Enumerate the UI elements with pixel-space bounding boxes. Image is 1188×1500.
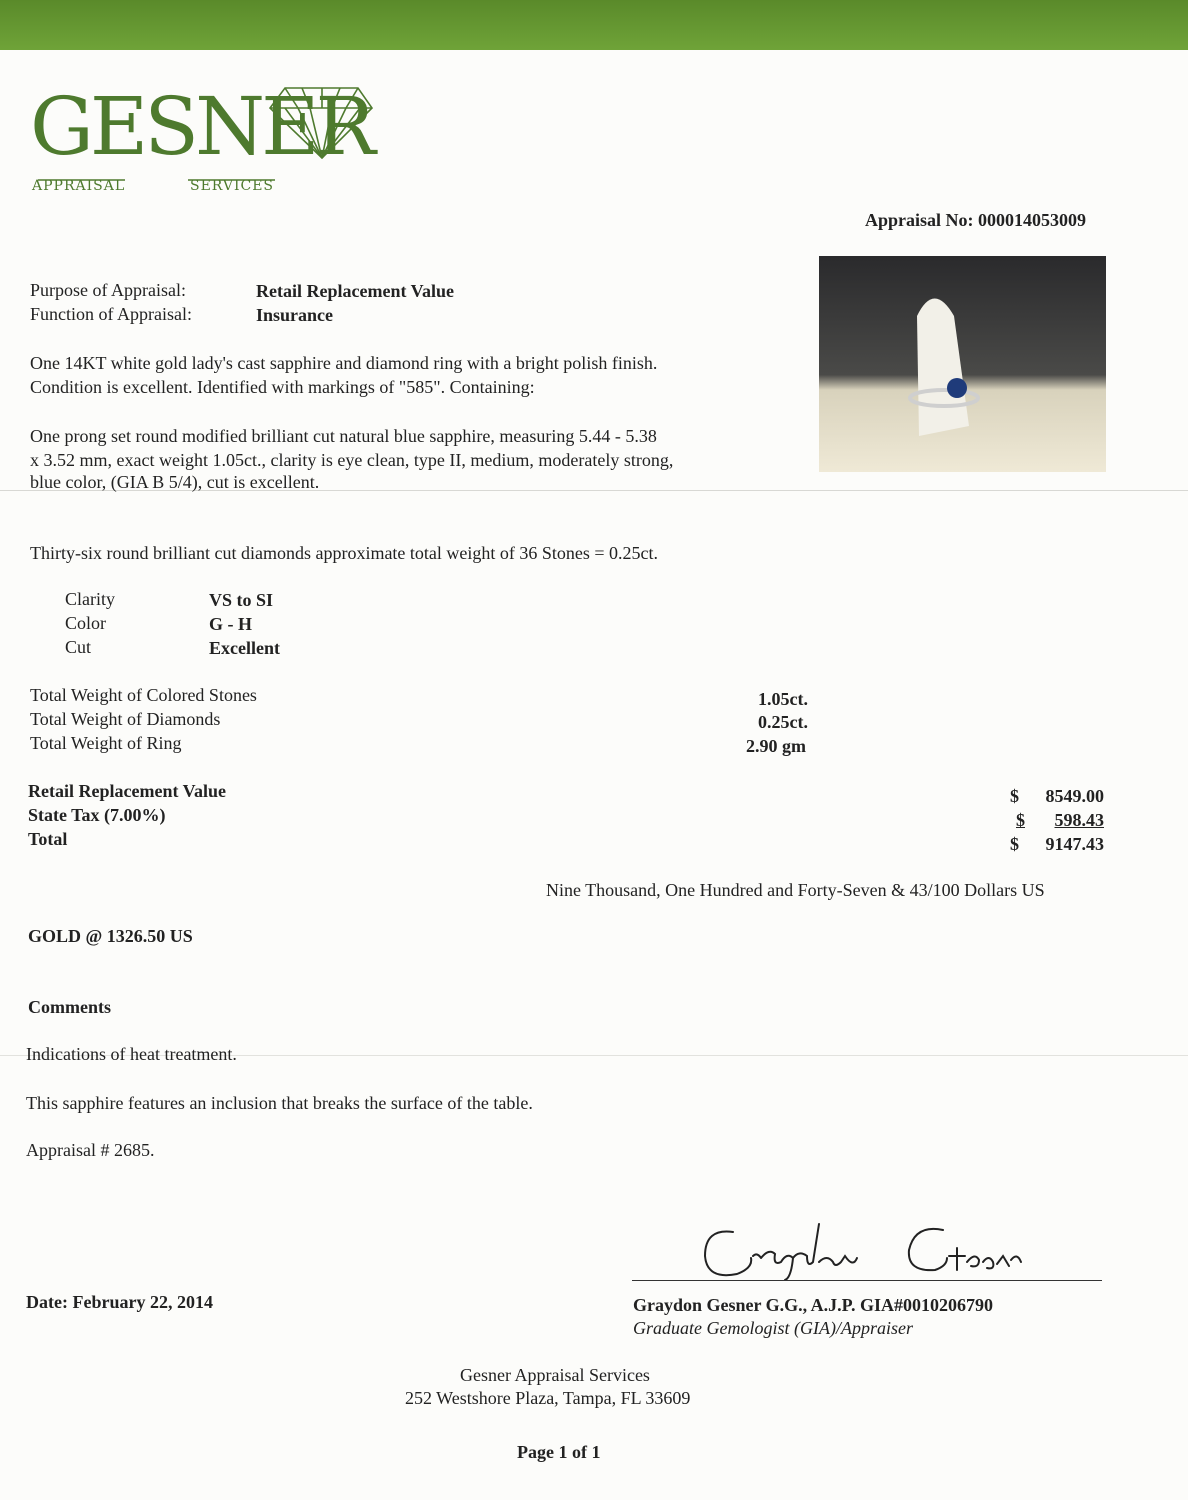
company-logo [30,80,380,200]
gold-price: GOLD @ 1326.50 US [28,926,193,946]
grade-value: VS to SI [209,590,274,610]
diamonds-description: Thirty-six round brilliant cut diamonds approximate total weight of 36 Stones = 0.25ct. [30,543,659,563]
grade-value: G - H [209,614,252,634]
weight-value: 2.90 gm [746,736,806,756]
sapphire-description-line: x 3.52 mm, exact weight 1.05ct., clarity is eye clean, type II, medium, moderately strong, [30,450,674,470]
function-label: Function of Appraisal: [30,304,192,324]
appraisal-number: Appraisal No: 000014053009 [865,210,1087,230]
comment-line: Indications of heat treatment. [26,1044,237,1064]
footer-company: Gesner Appraisal Services [460,1365,650,1385]
retail-amount: 8549.00 [1045,786,1104,806]
amount-in-words: Nine Thousand, One Hundred and Forty-Seven & 43/100 Dollars US [546,880,1045,900]
description-line: Condition is excellent. Identified with markings of "585". Containing: [30,377,535,397]
top-band [0,0,1188,50]
total-label: Total [28,829,68,849]
comment-line: This sapphire features an inclusion that breaks the surface of the table. [26,1093,533,1113]
grade-label: Color [65,613,107,633]
currency-symbol: $ [1010,834,1019,854]
sapphire-description-line: One prong set round modified brilliant cut natural blue sapphire, measuring 5.44 - 5.38 [30,426,657,446]
currency-symbol: $ [1010,786,1019,806]
function-value: Insurance [256,305,334,325]
purpose-value: Retail Replacement Value [256,281,454,301]
total-amount: 9147.43 [1045,834,1104,854]
footer-address: 252 Westshore Plaza, Tampa, FL 33609 [405,1388,691,1408]
grade-value: Excellent [209,638,280,658]
appraisal-date: Date: February 22, 2014 [26,1292,213,1312]
description-line: One 14KT white gold lady's cast sapphire and diamond ring with a bright polish finish. [30,353,658,373]
weight-label: Total Weight of Colored Stones [30,685,257,705]
total-label: State Tax (7.00%) [28,805,166,825]
weight-label: Total Weight of Diamonds [30,709,221,729]
signer-title: Graduate Gemologist (GIA)/Appraiser [633,1318,913,1338]
logo-sub-right: SERVICES [190,178,275,194]
signature-line [632,1280,1102,1281]
sapphire-description-line: blue color, (GIA B 5/4), cut is excellent. [30,472,320,492]
weight-label: Total Weight of Ring [30,733,182,753]
logo-wordmark: GESNER [30,80,372,173]
grade-label: Cut [65,637,92,657]
handwritten-signature [695,1218,1035,1284]
logo-sub-left: APPRAISAL [32,178,126,194]
currency-symbol: $ [1016,810,1025,830]
weight-value: 0.25ct. [758,712,808,732]
comments-title: Comments [28,997,111,1017]
weight-value: 1.05ct. [758,689,808,709]
comment-line: Appraisal # 2685. [26,1140,155,1160]
page-number: Page 1 of 1 [517,1442,601,1462]
purpose-label: Purpose of Appraisal: [30,280,186,300]
tax-amount: 598.43 [1054,810,1104,830]
total-label: Retail Replacement Value [28,781,226,801]
grade-label: Clarity [65,589,115,609]
ring-photo [819,256,1106,472]
signer-name: Graydon Gesner G.G., A.J.P. GIA#0010206790 [633,1295,994,1315]
